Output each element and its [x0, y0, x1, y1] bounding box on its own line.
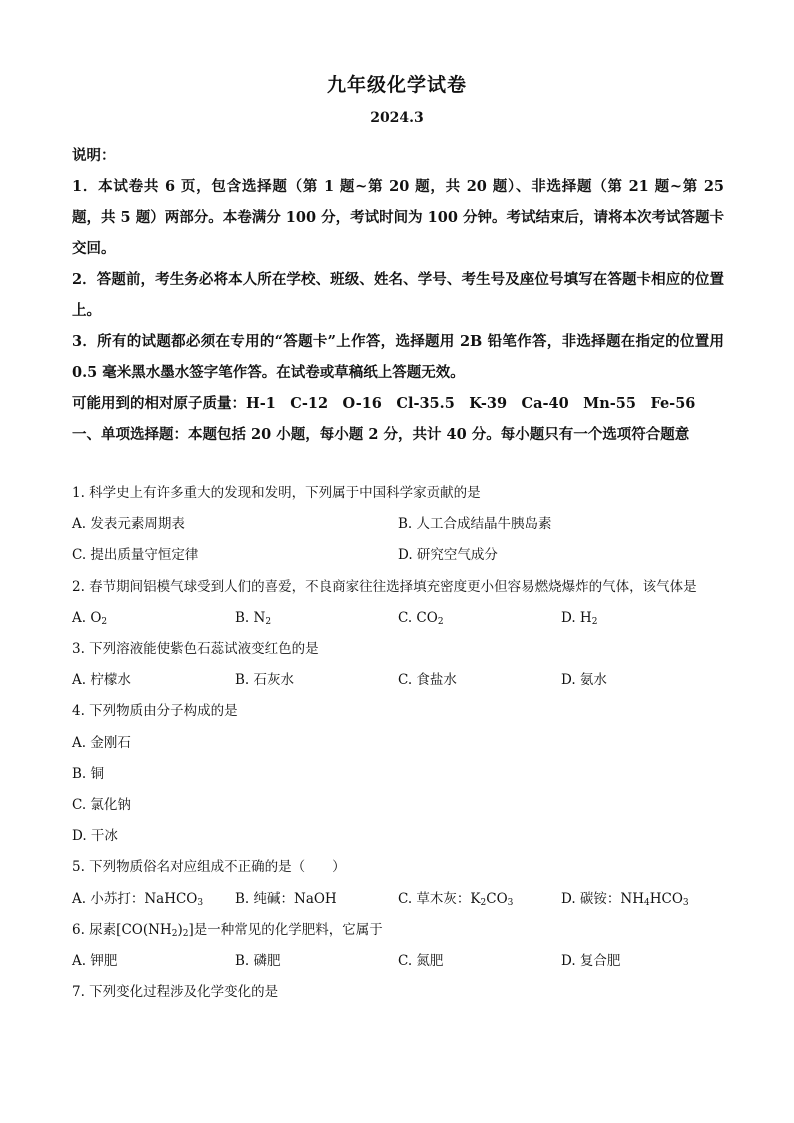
section-heading: 一、单项选择题：本题包括 20 小题，每小题 2 分，共计 40 分。每小题只有一个选项符合题意: [72, 426, 690, 443]
option-b: B. 磷肥: [235, 953, 281, 970]
option-c: C. 草木灰：$K_2CO_3$: [398, 890, 514, 908]
question-list: [72, 478, 732, 1008]
option-a: A. 柠檬水: [72, 672, 131, 689]
option-b: B. 石灰水: [235, 672, 295, 689]
question-stem: 5. 下列物质俗名对应组成不正确的是（ ）: [72, 859, 346, 876]
option-a: A. $O_2$: [72, 609, 108, 627]
instruction-item: 3．所有的试题都必须在专用的“答题卡”上作答，选择题用 2B 铅笔作答，非选择题在指定的位置用 0.5 毫米黑水墨水签字笔作答。在试卷或草稿纸上答题无效。: [72, 333, 724, 381]
option-b: B. $N_2$: [235, 609, 272, 627]
option-c: C. $CO_2$: [398, 609, 444, 627]
option-b: B. 纯碱：NaOH: [235, 890, 337, 907]
instructions-heading: 说明：: [72, 147, 116, 164]
option-a: A. 小苏打：NaHCO$_3$: [72, 890, 204, 908]
exam-date: 2024.3: [370, 110, 424, 126]
option-row: [72, 884, 732, 915]
option-d: D. $H_2$: [561, 609, 598, 627]
option-a: A. 金刚石: [72, 734, 131, 751]
option-row: [72, 540, 732, 571]
option-row: [72, 603, 732, 634]
option-b: B. 铜: [72, 765, 105, 782]
option-d: D. 干冰: [72, 828, 118, 845]
option-c: C. 氯化钠: [72, 797, 131, 814]
option-a: A. 发表元素周期表: [72, 516, 185, 533]
option-row: [72, 509, 732, 540]
option-d: D. 碳铵：$NH_4HCO_3$: [561, 890, 689, 908]
option-d: D. 研究空气成分: [398, 547, 498, 564]
option-d: D. 复合肥: [561, 953, 621, 970]
option-row: [72, 665, 732, 696]
option-c: C. 提出质量守恒定律: [72, 547, 199, 564]
question-stem: 4. 下列物质由分子构成的是: [72, 703, 238, 720]
option-c: C. 氮肥: [398, 953, 444, 970]
question-stem: 2. 春节期间铝模气球受到人们的喜爱，不良商家往往选择填充密度更小但容易燃烧爆炸的气体，该气体是: [72, 578, 697, 595]
option-b: B. 人工合成结晶牛胰岛素: [398, 516, 552, 533]
question-stem: 3. 下列溶液能使紫色石蕊试液变红色的是: [72, 641, 319, 658]
exam-title: 九年级化学试卷: [326, 74, 467, 96]
instruction-item: 2．答题前，考生务必将本人所在学校、班级、姓名、学号、考生号及座位号填写在答题卡相应的位置上。: [72, 271, 724, 319]
option-a: A. 钾肥: [72, 953, 118, 970]
question-stem: 7. 下列变化过程涉及化学变化的是: [72, 984, 279, 1001]
option-c: C. 食盐水: [398, 672, 457, 689]
question-stem: 1. 科学史上有许多重大的发现和发明，下列属于中国科学家贡献的是: [72, 485, 481, 501]
atomic-masses: 可能用到的相对原子质量：H-1 C-12 O-16 Cl-35.5 K-39 Ca-40 Mn-55 Fe-56: [72, 395, 696, 412]
instructions: [72, 140, 724, 450]
question-stem: 6. 尿素$[CO(NH_2)_2]$是一种常见的化学肥料，它属于: [72, 921, 383, 939]
option-d: D. 氨水: [561, 672, 607, 689]
instruction-item: 1．本试卷共 6 页，包含选择题（第 1 题~第 20 题，共 20 题）、非选择题（第 21 题~第 25 题，共 5 题）两部分。本卷满分 100 分，考试时间为 100 分钟。考试结束后，请将本次考试答题卡交回。: [72, 178, 724, 257]
option-row: [72, 946, 732, 977]
